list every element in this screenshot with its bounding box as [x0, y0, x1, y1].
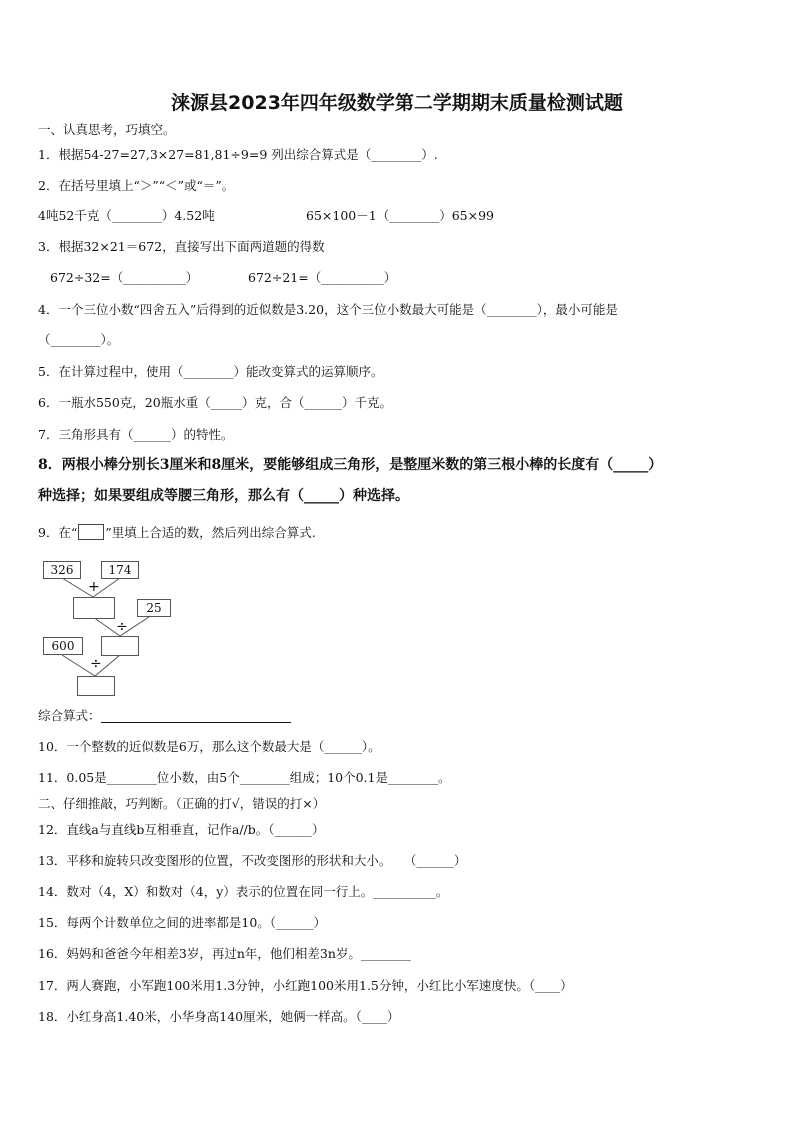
- question-3-right: 672÷21=（__________）: [248, 270, 397, 285]
- question-5: 5．在计算过程中，使用（________）能改变算式的运算顺序。: [38, 364, 384, 379]
- formula-answer-line[interactable]: [101, 709, 291, 723]
- question-17: 17．两人赛跑，小军跑100米用1.3分钟，小红跑100米用1.5分钟，小红比小军速度快。（____）: [38, 978, 573, 993]
- question-4-line2: （________）。: [38, 332, 120, 347]
- question-6: 6．一瓶水550克，20瓶水重（_____）克，合（______）千克。: [38, 395, 392, 410]
- diagram-empty-box-sum[interactable]: [73, 597, 115, 619]
- section1-heading: 一、认真思考，巧填空。: [38, 122, 176, 137]
- question-18: 18．小红身高1.40米，小华身高140厘米，她俩一样高。（____）: [38, 1009, 400, 1024]
- diagram-box-25: 25: [137, 599, 171, 617]
- divide-operator-2: ÷: [90, 656, 102, 672]
- divide-operator-1: ÷: [116, 619, 128, 635]
- question-7: 7．三角形具有（______）的特性。: [38, 427, 234, 442]
- question-9-prefix: 9．在“: [38, 525, 78, 540]
- question-16: 16．妈妈和爸爸今年相差3岁，再过n年，他们相差3n岁。________: [38, 946, 411, 961]
- question-9-formula: [38, 707, 291, 725]
- question-11: 11．0.05是________位小数，由5个________组成；10个0.1是________。: [38, 770, 451, 785]
- section2-heading: 二、仔细推敲，巧判断。（正确的打√，错误的打×）: [38, 796, 326, 811]
- question-9-suffix: ”里填上合适的数，然后列出综合算式.: [105, 525, 316, 540]
- question-13: 13．平移和旋转只改变图形的位置，不改变图形的形状和大小。 （______）: [38, 853, 467, 868]
- question-1: 1．根据54-27=27,3×27=81,81÷9=9 列出综合算式是（________）.: [38, 147, 438, 162]
- diagram-empty-box-quotient[interactable]: [101, 636, 139, 656]
- diagram-empty-box-result[interactable]: [77, 676, 115, 696]
- diagram-box-600: 600: [43, 637, 83, 655]
- question-15: 15．每两个计数单位之间的进率都是10。（______）: [38, 915, 327, 930]
- question-14: 14．数对（4，X）和数对（4，y）表示的位置在同一行上。__________。: [38, 884, 449, 899]
- question-10: 10．一个整数的近似数是6万，那么这个数最大是（______）。: [38, 739, 381, 754]
- plus-operator: +: [88, 579, 100, 595]
- formula-label: 综合算式：: [38, 708, 101, 723]
- page-title: 涞源县2023年四年级数学第二学期期末质量检测试题: [171, 92, 623, 114]
- diagram-box-174: 174: [101, 561, 139, 579]
- question-4-line1: 4．一个三位小数“四舍五入”后得到的近似数是3.20，这个三位小数最大可能是（________），最小可能是: [38, 302, 618, 317]
- question-2-right: 65×100－1（________）65×99: [306, 208, 494, 223]
- question-3: 3．根据32×21＝672，直接写出下面两道题的得数: [38, 239, 325, 254]
- question-8-line2: 种选择；如果要组成等腰三角形，那么有（_____）种选择。: [38, 488, 409, 504]
- question-2: 2．在括号里填上“＞”“＜”或“＝”。: [38, 178, 235, 193]
- question-2-left: 4吨52千克（________）4.52吨: [38, 208, 215, 223]
- question-3-left: 672÷32=（__________）: [50, 270, 199, 285]
- question-8-line1: 8．两根小棒分别长3厘米和8厘米，要能够组成三角形，是整厘米数的第三根小棒的长度有（_____）: [38, 457, 663, 473]
- diagram-box-326: 326: [43, 561, 81, 579]
- question-12: 12．直线a与直线b互相垂直，记作a//b。（______）: [38, 822, 325, 837]
